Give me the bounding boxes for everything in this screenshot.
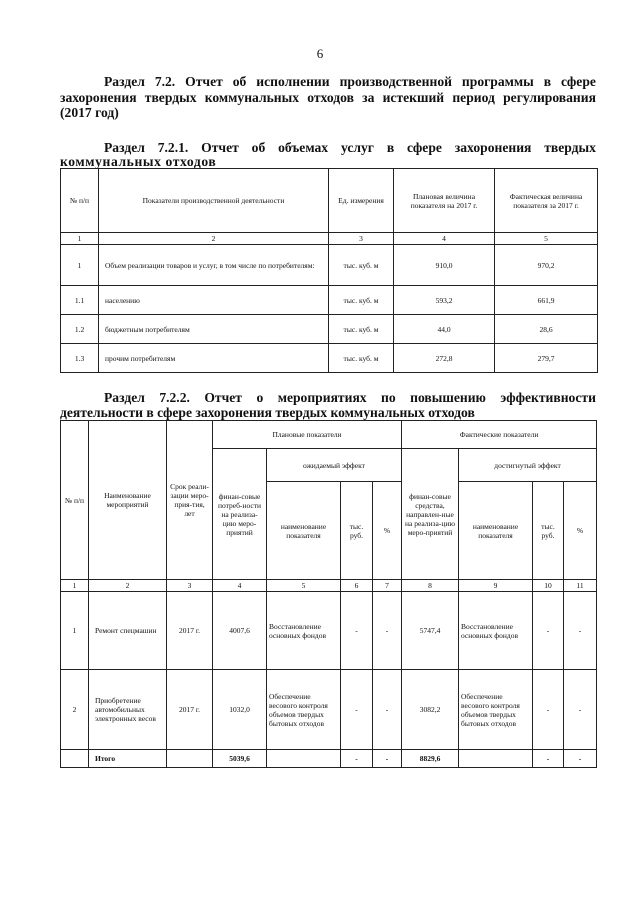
page-number: 6 [316,46,324,61]
col-number: 6 [341,580,373,592]
row-fact: 279,7 [495,344,598,373]
row-effect-plan: Восстановление основных фондов [269,621,326,640]
header-rub: тыс. руб. [341,482,373,580]
row-unit: тыс. куб. м [329,245,394,286]
row-effect-fact-cell [459,592,533,670]
header-planned: Плановые показатели [213,421,402,449]
word: твердых [544,140,596,155]
word: захоронения [454,140,532,155]
total-fin-plan: 5039,6 [213,750,267,768]
table-row [61,245,598,286]
header-indicator: Показатели производственной деятельности [99,169,329,233]
header-num: № п/п [61,421,89,580]
word: мероприятиях [277,390,367,405]
word: повышению [410,390,486,405]
row-indicator: бюджетным потребителям [99,315,329,344]
header-effect-name: наименование показателя [459,482,533,580]
total-empty [167,750,213,768]
word: исполнении [256,74,330,89]
heading-year: (2017 год) [60,105,119,120]
col-number: 8 [402,580,459,592]
total-pct-fact: - [564,750,597,768]
table-row [61,315,598,344]
col-number: 10 [533,580,564,592]
total-fin-fact: 8829,6 [402,750,459,768]
header-fin-actual: финан-совые средства, направлен-ные на реализа-цию меро-приятий [402,449,459,580]
col-number: 5 [495,233,598,245]
word: период [452,90,495,105]
row-fin-plan: 4007,6 [213,592,267,670]
col-number: 4 [394,233,495,245]
row-num: 1.1 [61,286,99,315]
word: производственной [339,74,452,89]
col-number: 4 [213,580,267,592]
word: истекший [382,90,445,105]
col-number: 3 [167,580,213,592]
word: за [362,90,375,105]
row-fin-fact: 5747,4 [402,592,459,670]
total-label: Итого [89,750,167,768]
row-term: 2017 г. [167,670,213,750]
section-7-2-1-heading [104,140,596,155]
row-indicator: Объем реализации товаров и услуг, в том числе по потребителям: [99,245,329,286]
table-row [61,670,597,750]
section-7-2-heading-cont [60,90,596,120]
header-achieved-effect: достигнутый эффект [459,449,597,482]
header-actual: Фактические показатели [402,421,597,449]
row-plan: 593,2 [394,286,495,315]
row-unit: тыс. куб. м [329,286,394,315]
row-effect-plan: Обеспечение весового контроля объемов твердых бытовых отходов [269,691,328,728]
word: 7.2.2. [159,390,190,405]
header-effect-name: наименование показателя [267,482,341,580]
row-effect-plan-cell [267,592,341,670]
header-fin-planned: финан-совые потреб-ности на реализа-цию меро-приятий [213,449,267,580]
row-pct-plan: - [373,670,402,750]
word: коммунальных [204,90,300,105]
total-empty [267,750,341,768]
word: объемах [278,140,329,155]
total-empty [459,750,533,768]
word: программы [461,74,534,89]
header-num: № п/п [61,169,99,233]
word: в [543,74,552,89]
row-fin-fact: 3082,2 [402,670,459,750]
total-rub-plan: - [341,750,373,768]
col-number: 1 [61,580,89,592]
row-rub-plan: - [341,592,373,670]
row-plan: 44,0 [394,315,495,344]
word: 7.2. [154,74,176,89]
header-plan: Плановая величина показателя на 2017 г. [394,169,495,233]
section-7-2-2-heading [104,390,596,405]
col-number: 1 [61,233,99,245]
word: сфере [407,140,442,155]
table-row [61,286,598,315]
word: услуг [340,140,374,155]
word: о [256,390,264,405]
row-effect-fact: Восстановление основных фондов [461,621,518,640]
section-7-2-line3 [60,105,596,120]
word: Отчет [201,140,239,155]
column-numbers-row [61,233,598,245]
word: об [232,74,247,89]
word: 7.2.1. [157,140,189,155]
table-header-row [61,169,598,233]
row-rub-fact: - [533,670,564,750]
volumes-table [60,168,598,373]
measures-table [60,420,597,768]
row-fact: 28,6 [495,315,598,344]
row-plan: 272,8 [394,344,495,373]
word: захоронения [60,90,137,105]
col-number: 9 [459,580,533,592]
word: твердых [144,90,197,105]
col-number: 11 [564,580,597,592]
total-pct-plan: - [373,750,402,768]
col-number: 2 [99,233,329,245]
row-num: 1 [61,592,89,670]
row-pct-fact: - [564,592,597,670]
word: по [381,390,396,405]
col-number: 2 [89,580,167,592]
row-effect-fact: Обеспечение весового контроля объемов твердых бытовых отходов [461,691,520,728]
header-unit: Ед. измерения [329,169,394,233]
row-indicator: прочим потребителям [99,344,329,373]
header-pct: % [564,482,597,580]
row-num: 1 [61,245,99,286]
section-7-2-1-line1 [104,140,596,155]
word: эффективности [500,390,596,405]
row-term: 2017 г. [167,592,213,670]
section-7-2-heading [104,74,596,89]
word: Раздел [104,140,145,155]
col-number: 3 [329,233,394,245]
row-unit: тыс. куб. м [329,315,394,344]
row-name: Ремонт спецмашин [89,592,167,670]
row-effect-fact-cell [459,670,533,750]
word: сфере [561,74,596,89]
row-indicator: населению [99,286,329,315]
table-row [61,592,597,670]
header-rub: тыс. руб. [533,482,564,580]
row-pct-plan: - [373,592,402,670]
row-rub-fact: - [533,592,564,670]
word: отходов [307,90,354,105]
word: об [251,140,266,155]
section-7-2-2-line2: деятельности в сфере захоронения твердых коммунальных отходов [60,405,475,420]
section-7-2-2-line1 [104,390,596,405]
row-num: 2 [61,670,89,750]
word: Раздел [104,74,145,89]
total-rub-fact: - [533,750,564,768]
column-numbers-row [61,580,597,592]
row-fact: 661,9 [495,286,598,315]
section-7-2-line2 [60,90,596,105]
row-fin-plan: 1032,0 [213,670,267,750]
row-num: 1.3 [61,344,99,373]
word: Отчет [204,390,242,405]
total-empty [61,750,89,768]
header-term: Срок реали-зации меро-прия-тия, лет [167,421,213,580]
table-header-row [61,421,597,449]
col-number: 7 [373,580,402,592]
section-7-2-line1 [104,74,596,89]
row-pct-fact: - [564,670,597,750]
table-row [61,344,598,373]
total-row [61,750,597,768]
row-plan: 910,0 [394,245,495,286]
row-fact: 970,2 [495,245,598,286]
row-num: 1.2 [61,315,99,344]
row-name: Приобретение автомобильных электронных весов [89,670,167,750]
row-unit: тыс. куб. м [329,344,394,373]
word: в [386,140,395,155]
word: Раздел [104,390,145,405]
header-pct: % [373,482,402,580]
header-expected-effect: ожидаемый эффект [267,449,402,482]
col-number: 5 [267,580,341,592]
header-fact: Фактическая величина показателя за 2017 г. [495,169,598,233]
row-effect-plan-cell [267,670,341,750]
word: регулирования [503,90,596,105]
word: Отчет [185,74,223,89]
header-name: Наименование мероприятий [89,421,167,580]
section-7-2-1-line2: коммунальных отходов [60,154,217,169]
row-rub-plan: - [341,670,373,750]
